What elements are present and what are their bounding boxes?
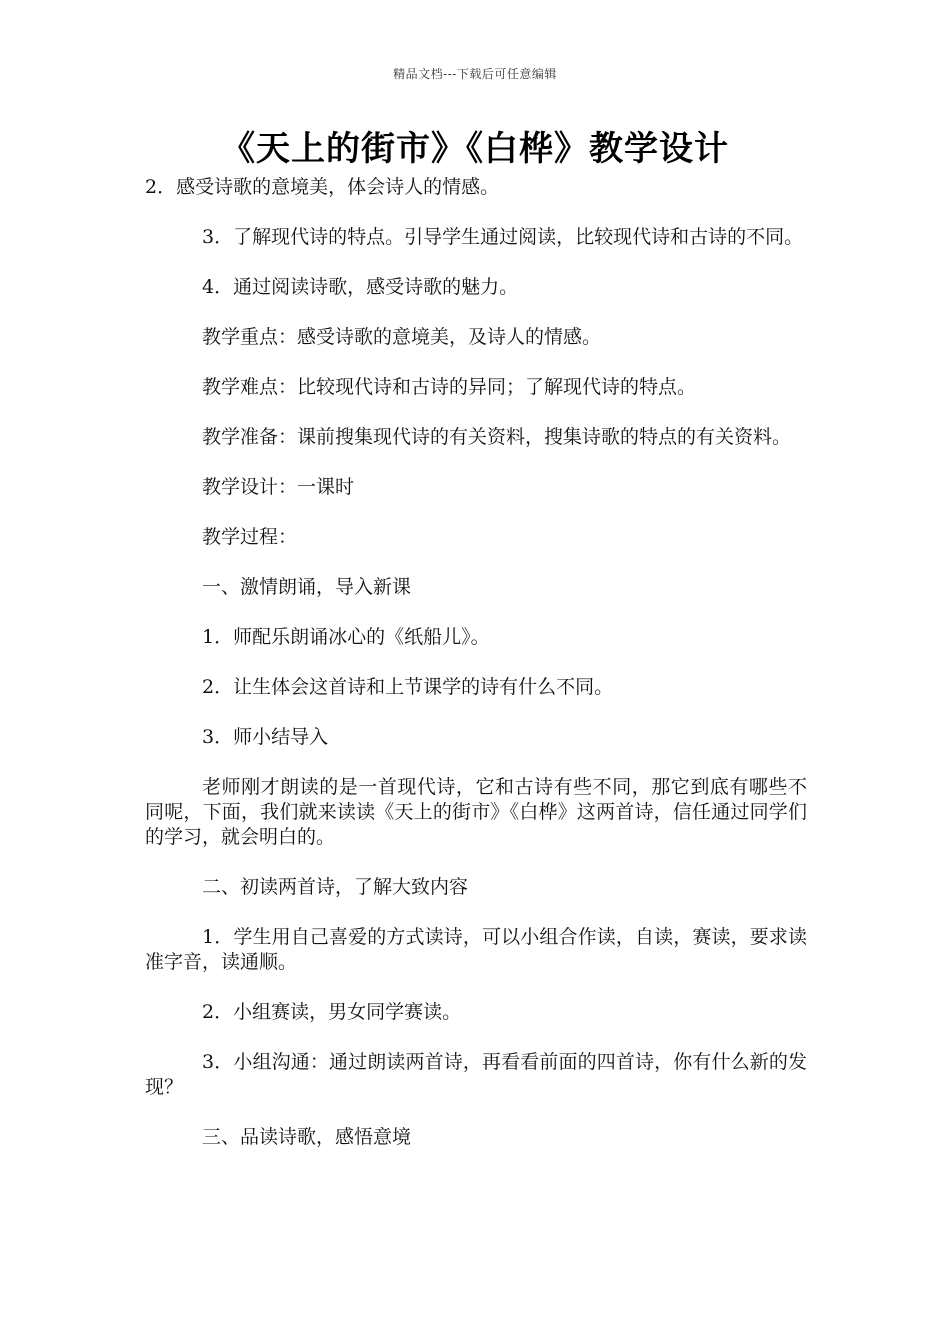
section-heading: 一、激情朗诵，导入新课 [202, 576, 412, 598]
paragraph: 教学难点：比较现代诗和古诗的异同；了解现代诗的特点。 [202, 376, 697, 398]
paragraph: 3．小组沟通：通过朗读两首诗，再看看前面的四首诗，你有什么新的发现？ [145, 1051, 807, 1098]
paragraph: 教学设计：一课时 [202, 476, 355, 498]
section-heading: 二、初读两首诗，了解大致内容 [202, 876, 469, 898]
paragraph: 教学准备：课前搜集现代诗的有关资料，搜集诗歌的特点的有关资料。 [202, 426, 792, 448]
paragraph: 2．感受诗歌的意境美，体会诗人的情感。 [145, 176, 500, 198]
paragraph: 教学重点：感受诗歌的意境美，及诗人的情感。 [202, 326, 602, 348]
paragraph: 教学过程： [202, 526, 298, 548]
paragraph: 3．师小结导入 [202, 726, 329, 748]
section-heading: 三、品读诗歌，感悟意境 [202, 1126, 412, 1148]
document-body [145, 175, 807, 1175]
document-title: 《天上的街市》《白桦》教学设计 [221, 129, 729, 169]
paragraph: 1．学生用自己喜爱的方式读诗，可以小组合作读，自读，赛读，要求读准字音，读通顺。 [145, 926, 807, 973]
paragraph: 1．师配乐朗诵冰心的《纸船儿》。 [202, 626, 490, 648]
paragraph: 3．了解现代诗的特点。引导学生通过阅读，比较现代诗和古诗的不同。 [202, 226, 804, 248]
paragraph: 4．通过阅读诗歌，感受诗歌的魅力。 [202, 276, 519, 298]
paragraph: 老师刚才朗读的是一首现代诗，它和古诗有些不同，那它到底有哪些不同呢，下面，我们就来读读《天上的街市》《白桦》这两首诗，信任通过同学们的学习，就会明白的。 [145, 776, 807, 848]
paragraph: 2．小组赛读，男女同学赛读。 [202, 1001, 462, 1023]
paragraph: 2．让生体会这首诗和上节课学的诗有什么不同。 [202, 676, 614, 698]
page-header: 精品文档---下载后可任意编辑 [393, 67, 557, 81]
